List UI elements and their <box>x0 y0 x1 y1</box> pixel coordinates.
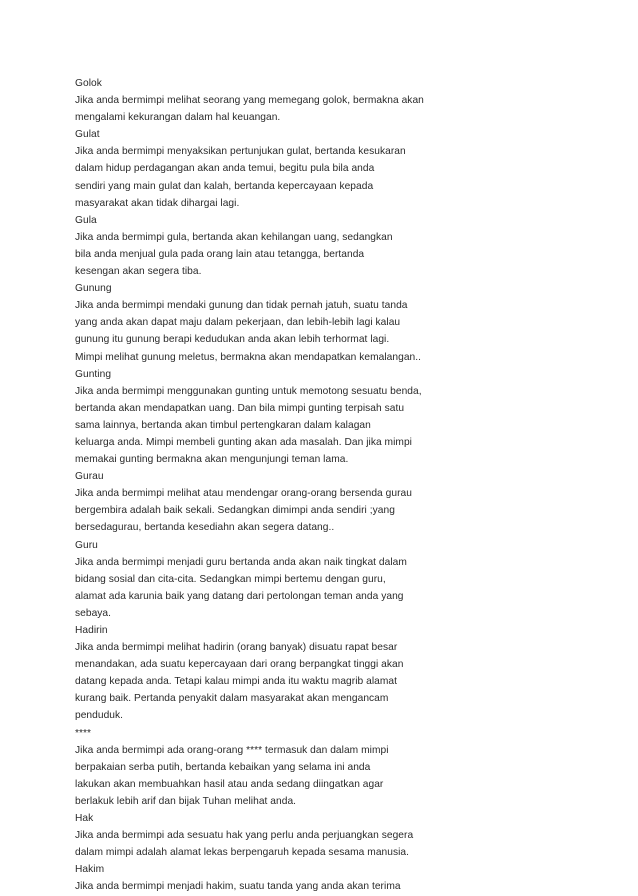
text-line: Jika anda bermimpi melihat seorang yang memegang golok, bermakna akan <box>75 95 424 107</box>
document-body <box>75 75 424 896</box>
text-line: Gulat <box>75 129 100 141</box>
text-line: dalam hidup perdagangan akan anda temui, begitu pula bila anda <box>75 163 375 175</box>
text-line: Hakim <box>75 864 105 876</box>
text-line: Gunting <box>75 368 112 380</box>
text-line: Mimpi melihat gunung meletus, bermakna akan mendapatkan kemalangan.. <box>75 351 422 363</box>
text-line: penduduk. <box>75 710 124 722</box>
text-line: Jika anda bermimpi melihat atau mendengar orang-orang bersenda gurau <box>75 488 412 500</box>
text-line: menandakan, ada suatu kepercayaan dari orang berpangkat tinggi akan <box>75 659 404 671</box>
text-line: dalam mimpi adalah alamat lekas berpengaruh kepada sesama manusia. <box>75 847 410 859</box>
text-line: **** <box>75 727 92 739</box>
text-line: bersedagurau, bertanda kesediahn akan segera datang.. <box>75 522 335 534</box>
text-line: yang anda akan dapat maju dalam pekerjaan, dan lebih-lebih lagi kalau <box>75 317 401 329</box>
text-line: berlakuk lebih arif dan bijak Tuhan melihat anda. <box>75 795 297 807</box>
text-line: memakai gunting bermakna akan mengunjungi teman lama. <box>75 454 349 466</box>
text-line: Jika anda bermimpi ada orang-orang **** termasuk dan dalam mimpi <box>75 744 389 756</box>
text-line: alamat ada karunia baik yang datang dari pertolongan teman anda yang <box>75 590 404 602</box>
text-line: Gurau <box>75 471 104 483</box>
text-line: masyarakat akan tidak dihargai lagi. <box>75 197 240 209</box>
text-line: Gunung <box>75 283 112 295</box>
text-line: sebaya. <box>75 607 112 619</box>
text-line: Jika anda bermimpi mendaki gunung dan tidak pernah jatuh, suatu tanda <box>75 300 408 312</box>
text-line: Hadirin <box>75 625 108 636</box>
text-line: keluarga anda. Mimpi membeli gunting akan ada masalah. Dan jika mimpi <box>75 436 412 448</box>
text-line: Hak <box>75 813 94 825</box>
text-line: lakukan akan membuahkan hasil atau anda sedang diingatkan agar <box>75 778 384 790</box>
text-line: Jika anda bermimpi menggunakan gunting untuk memotong sesuatu benda, <box>75 385 422 397</box>
text-line: Jika anda bermimpi menjadi guru bertanda anda akan naik tingkat dalam <box>75 556 407 568</box>
text-line: Jika anda bermimpi menyaksikan pertunjukan gulat, bertanda kesukaran <box>75 146 406 158</box>
text-line: Jika anda bermimpi ada sesuatu hak yang perlu anda perjuangkan segera <box>75 830 414 842</box>
text-line: bertanda akan mendapatkan uang. Dan bila mimpi gunting terpisah satu <box>75 402 405 414</box>
text-line: sendiri yang main gulat dan kalah, bertanda kepercayaan kepada <box>75 180 374 192</box>
text-line: Jika anda bermimpi gula, bertanda akan kehilangan uang, sedangkan <box>75 231 393 243</box>
text-line: Gula <box>75 214 97 226</box>
text-line: sama lainnya, bertanda akan timbul pertengkaran dalam kalagan <box>75 419 371 431</box>
text-line: Guru <box>75 539 98 551</box>
text-line: kesengan akan segera tiba. <box>75 266 202 278</box>
text-line: bidang sosial dan cita-cita. Sedangkan mimpi bertemu dengan guru, <box>75 573 386 585</box>
text-line: gunung itu gunung berapi kedudukan anda akan lebih terhormat lagi. <box>75 334 390 346</box>
text-line: Jika anda bermimpi menjadi hakim, suatu tanda yang anda akan terima <box>75 881 401 893</box>
text-line: berpakaian serba putih, bertanda kebaikan yang selama ini anda <box>75 761 371 773</box>
text-line: Jika anda bermimpi melihat hadirin (orang banyak) disuatu rapat besar <box>75 642 398 654</box>
text-line: kurang baik. Pertanda penyakit dalam masyarakat akan mengancam <box>75 693 389 705</box>
text-line: bergembira adalah baik sekali. Sedangkan dimimpi anda sendiri ;yang <box>75 505 395 517</box>
text-line: mengalami kekurangan dalam hal keuangan. <box>75 112 281 124</box>
text-line: Golok <box>75 78 102 89</box>
text-line: datang kepada anda. Tetapi kalau mimpi anda itu waktu magrib alamat <box>75 676 398 688</box>
text-line: bila anda menjual gula pada orang lain atau tetangga, bertanda <box>75 248 365 260</box>
